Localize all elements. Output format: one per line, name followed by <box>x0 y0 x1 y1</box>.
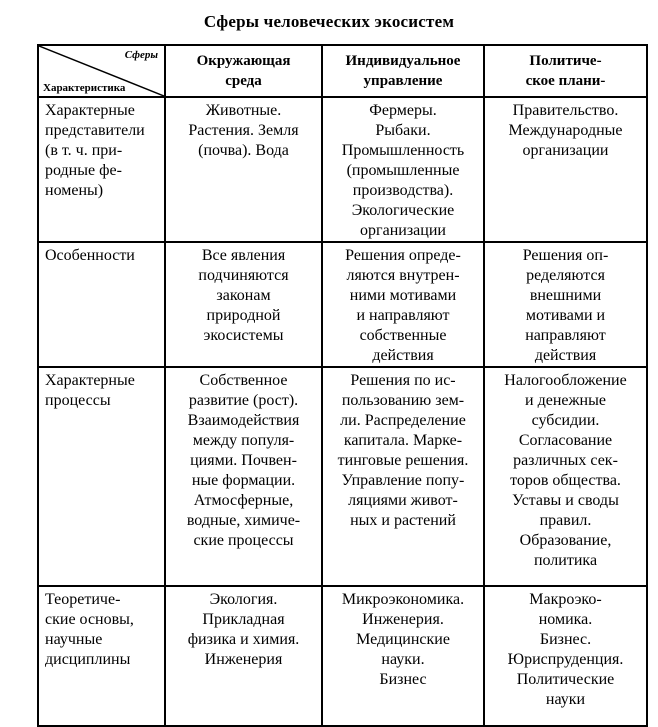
cell-text-line: Характерные <box>45 102 135 119</box>
cell-text-line: Рыбаки. <box>375 122 431 139</box>
cell-text-line: (промышленные <box>346 162 460 179</box>
cell-text-line: Решения оп- <box>522 247 609 264</box>
cell-text-line: родные фе- <box>45 162 122 179</box>
cell-text-line: действия <box>372 347 434 364</box>
cell-text-line: Промышленность <box>341 142 465 159</box>
cell-text-line: организации <box>522 142 609 159</box>
diagonal-header-cell <box>38 45 165 97</box>
cell-text-line: ные формации. <box>191 472 296 489</box>
cell-text-line: Образование, <box>519 532 612 549</box>
cell-text-line: экосистемы <box>203 327 284 344</box>
cell-text-line: научные <box>45 631 103 648</box>
characteristic-label: Характеристика <box>43 82 126 94</box>
row-label-processes <box>38 367 165 586</box>
cell-text-line: собственные <box>359 327 447 344</box>
cell-text-line: Инженерия. <box>362 611 444 628</box>
cell-text-line: пользованию зем- <box>341 392 465 409</box>
cell-text-line: Политиче- <box>529 53 602 69</box>
cell-text-line: ляциями живот- <box>348 492 458 509</box>
cell-text-line: процессы <box>45 392 111 409</box>
cell-text-line: политика <box>533 552 598 569</box>
cell-text-line: тинговые решения. <box>337 452 469 469</box>
cell-text-line: ними мотивами <box>349 287 457 304</box>
cell-text-line: (почва). Вода <box>198 142 289 159</box>
cell-text-line: циями. Почвен- <box>190 452 297 469</box>
cell-text-line: Фермеры. <box>369 102 437 119</box>
cell-text-line: Бизнес <box>379 671 427 688</box>
cell-text-line: ных и растений <box>350 512 456 529</box>
cell-text-line: организации <box>360 222 446 239</box>
cell-text-line: между популя- <box>192 432 295 449</box>
cell-text-line: Правительство. <box>512 102 619 119</box>
table-row <box>38 97 647 242</box>
cell-text-line: Экологические <box>351 202 455 219</box>
cell-text-line: действия <box>534 347 597 364</box>
cell-text-line: Характерные <box>45 372 135 389</box>
cell-text-line: Политические <box>516 671 615 688</box>
cell-text-line: (в т. ч. при- <box>45 142 123 159</box>
cell-text-line: управление <box>363 73 443 89</box>
cell-text-line: ские основы, <box>45 611 134 628</box>
cell-text-line: науки. <box>381 651 425 668</box>
table-cell <box>165 586 322 726</box>
cell-text-line: ское плани- <box>525 73 606 89</box>
ecosystem-table <box>37 44 648 727</box>
header-row <box>38 45 647 97</box>
cell-text-line: субсидии. <box>531 412 600 429</box>
cell-text-line: Прикладная <box>202 611 285 628</box>
table-cell <box>322 367 484 586</box>
cell-text-line: Все явления <box>201 247 286 264</box>
cell-text-line: Решения опреде- <box>345 247 461 264</box>
cell-text-line: Уставы и своды <box>512 492 619 509</box>
cell-text-line: представители <box>45 122 145 139</box>
cell-text-line: Животные. <box>205 102 282 119</box>
cell-text-line: Особенности <box>45 247 135 264</box>
table-cell <box>484 242 647 367</box>
table-row <box>38 242 647 367</box>
cell-text-line: Согласование <box>518 432 613 449</box>
cell-text-line: Управление попу- <box>341 472 465 489</box>
cell-text-line: среда <box>225 73 262 89</box>
row-label-features <box>38 242 165 367</box>
cell-text-line: капитала. Марке- <box>343 432 463 449</box>
cell-text-line: Решения по ис- <box>350 372 456 389</box>
cell-text-line: мотивами и <box>525 307 606 324</box>
cell-text-line: внешними <box>529 287 602 304</box>
column-header-political <box>484 45 647 97</box>
cell-text-line: Теоретиче- <box>45 591 121 608</box>
table-cell <box>322 242 484 367</box>
cell-text-line: производства). <box>352 182 454 199</box>
cell-text-line: и денежные <box>525 392 606 409</box>
cell-text-line: науки <box>545 691 586 708</box>
cell-text-line: Взаимодействия <box>187 412 300 429</box>
cell-text-line: физика и химия. <box>187 631 300 648</box>
table-cell <box>484 586 647 726</box>
cell-text-line: Экология. <box>209 591 278 608</box>
cell-text-line: развитие (рост). <box>188 392 299 409</box>
cell-text-line: подчиняются <box>198 267 289 284</box>
table-cell <box>322 586 484 726</box>
cell-text-line: природной <box>206 307 281 324</box>
cell-text-line: правил. <box>539 512 592 529</box>
cell-text-line: Растения. Земля <box>188 122 299 139</box>
cell-text-line: Собственное <box>199 372 288 389</box>
cell-text-line: Индивидуальное <box>345 53 461 69</box>
cell-text-line: дисциплины <box>45 651 131 668</box>
cell-text-line: ские процессы <box>193 532 294 549</box>
cell-text-line: Юриспруденция. <box>507 651 624 668</box>
cell-text-line: Международные <box>508 122 623 139</box>
cell-text-line: различных сек- <box>513 452 618 469</box>
cell-text-line: Атмосферные, <box>193 492 294 509</box>
cell-text-line: Микроэкономика. <box>341 591 465 608</box>
cell-text-line: номика. <box>538 611 593 628</box>
cell-text-line: законам <box>216 287 271 304</box>
table-cell <box>165 242 322 367</box>
table-row <box>38 586 647 726</box>
column-header-individual <box>322 45 484 97</box>
cell-text-line: ли. Распределение <box>340 412 466 429</box>
cell-text-line: Бизнес. <box>539 631 592 648</box>
table-cell <box>484 97 647 242</box>
cell-text-line: Инженерия <box>204 651 283 668</box>
cell-text-line: ляются внутрен- <box>346 267 460 284</box>
cell-text-line: ределяются <box>526 267 605 284</box>
cell-text-line: Окружающая <box>196 53 291 69</box>
row-label-theory <box>38 586 165 726</box>
page-title: Сферы человеческих экосистем <box>203 12 455 31</box>
cell-text-line: Медицинские <box>356 631 450 648</box>
table-cell <box>165 367 322 586</box>
cell-text-line: Налогообложение <box>504 372 627 389</box>
cell-text-line: номены) <box>45 182 104 199</box>
table-cell <box>165 97 322 242</box>
cell-text-line: торов общества. <box>510 472 621 489</box>
cell-text-line: направляют <box>525 327 606 344</box>
spheres-label: Сферы <box>124 49 158 61</box>
cell-text-line: водные, химиче- <box>186 512 301 529</box>
cell-text-line: и направляют <box>356 307 450 324</box>
table-cell <box>484 367 647 586</box>
table-cell <box>322 97 484 242</box>
column-header-environment <box>165 45 322 97</box>
table-row <box>38 367 647 586</box>
row-label-representatives <box>38 97 165 242</box>
cell-text-line: Макроэко- <box>529 591 602 608</box>
